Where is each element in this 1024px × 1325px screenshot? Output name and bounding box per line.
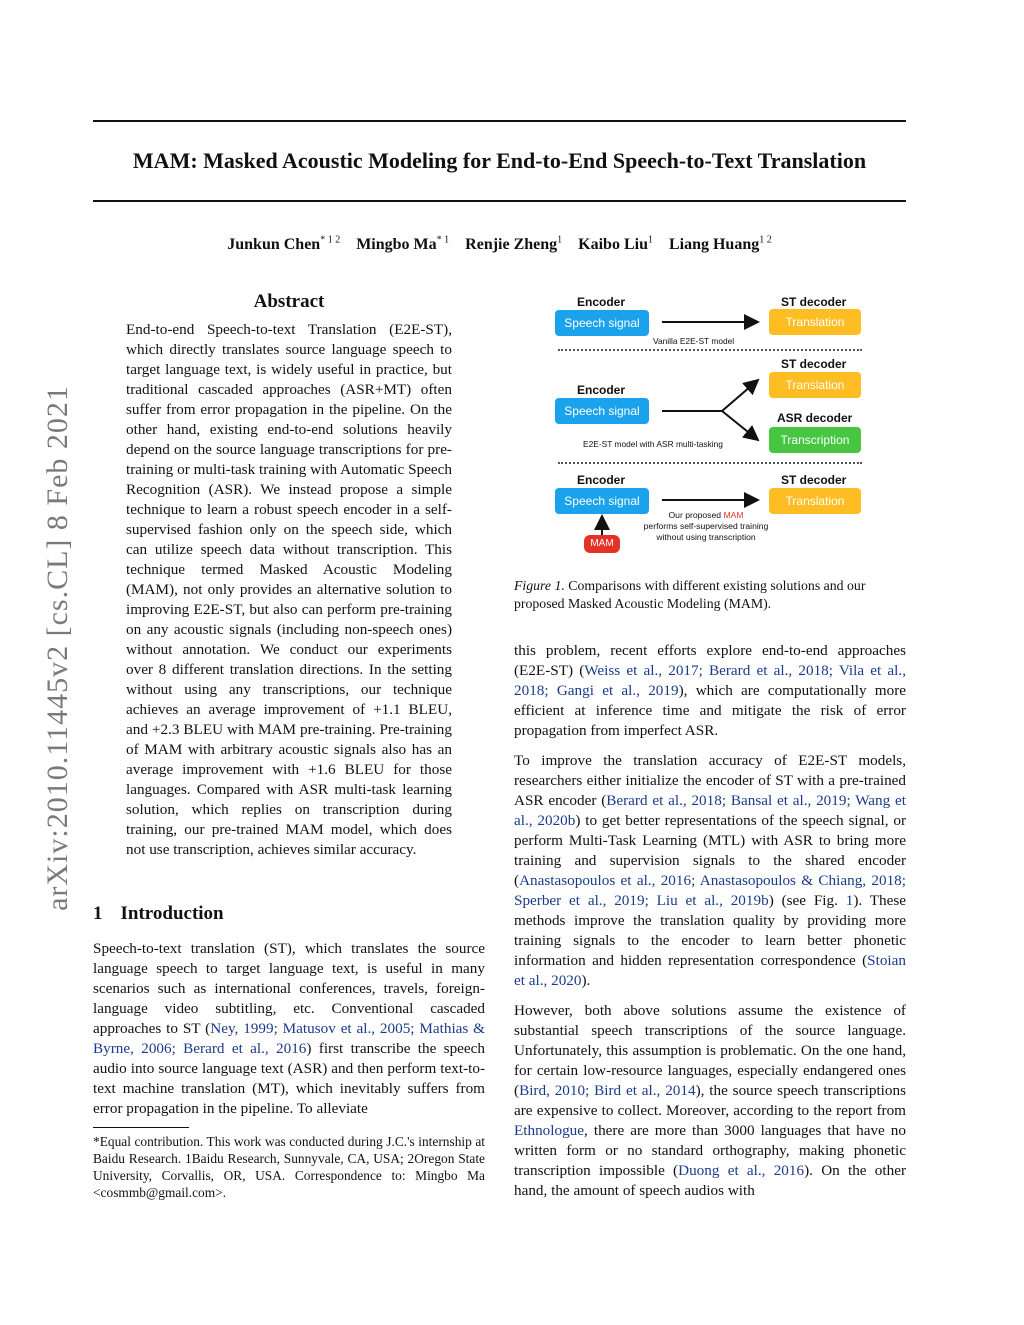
divider bbox=[558, 462, 862, 464]
author: Renjie Zheng$^1$ bbox=[465, 235, 563, 254]
paper-title: MAM: Masked Acoustic Modeling for End-to-End Speech-to-Text Translation bbox=[132, 148, 867, 173]
figure-caption: Figure 1. Comparisons with different existing solutions and our proposed Masked Acoustic Modeling (MAM). bbox=[514, 578, 866, 611]
citation-link[interactable]: Anastasopoulos et al., 2016; Anastasopoulos & Chiang, 2018; Sperber et al., 2019; Liu et al., 2019b bbox=[514, 872, 906, 909]
title-top-rule bbox=[93, 120, 906, 122]
divider bbox=[558, 349, 862, 351]
title-bottom-rule bbox=[93, 200, 906, 202]
citation-link[interactable]: Berard et al., 2018; Bansal et al., 2019; Wang et al., 2020b bbox=[514, 792, 906, 829]
st-decoder-label: ST decoder bbox=[781, 357, 847, 371]
citation-link[interactable]: Ney, 1999; Matusov et al., 2005; Mathias & Byrne, 2006; Berard et al., 2016 bbox=[93, 1020, 485, 1057]
footnote-rule bbox=[93, 1127, 189, 1128]
citation-link[interactable]: Duong et al., 2016 bbox=[678, 1162, 805, 1179]
author: Kaibo Liu$^1$ bbox=[578, 235, 653, 254]
encoder-label: Encoder bbox=[577, 383, 626, 397]
author: Liang Huang$^{1 2}$ bbox=[668, 235, 772, 254]
abstract-heading: Abstract bbox=[253, 291, 325, 312]
right-column-text: this problem, recent efforts explore end-to-end approaches (E2E-ST) (Weiss et al., 2017; Berard et al., 2018; Vila et al., 2018; Gangi et al., 2019), which are computationally more efficient at inference time and mitigate the risk of error propagation from imperfect ASR. To improve the translation accuracy of E2E-ST models, researchers either initialize the encoder of ST with a pre-trained ASR encoder (Berard et al., 2018; Bansal et al., 2019; Wang et al., 2020b) to get better representations of the speech signal, or perform Multi-Task Learning (MTL) with ASR to bring more training and supervision signals to the shared encoder (Anastasopoulos et al., 2016; Anastasopoulos & Chiang, 2018; Sperber et al., 2019; Liu et al., 2019b) (see Fig. 1). These methods improve the translation quality by providing more training signals to the encoder to learn better phonetic information and hidden representation correspondence (Stoian et al., 2020). However, both above solutions assume the existence of substantial speech transcriptions of the source language. Unfortunately, this assumption is problematic. On the one hand, for certain low-resource languages, especially endangered ones (Bird, 2010; Bird et al., 2014), the source speech transcriptions are expensive to collect. Moreover, according to the report from Ethnologue, there are more than 3000 languages that have no written form or no standard orthography, making phonetic transcription impossible (Duong et al., 2016). On the other hand, the amount of speech audios with bbox=[514, 642, 906, 1199]
intro-paragraph: Speech-to-text translation (ST), which translates the source language speech to target language text, is useful in many scenarios such as international conferences, travels, foreign-language video subtitling, etc. Conventional cascaded approaches to ST (Ney, 1999; Matusov et al., 2005; Mathias & Byrne, 2006; Berard et al., 2016) first transcribe the speech audio into source language text (ASR) and then perform text-to-text machine translation (MT), which inevitably suffers from error propagation in the pipeline. To alleviate bbox=[93, 940, 485, 1117]
st-decoder-label: ST decoder bbox=[781, 295, 847, 309]
citation-link[interactable]: Stoian et al., 2020 bbox=[514, 952, 906, 989]
arrow-to-translation bbox=[722, 380, 758, 411]
vanilla-label: Vanilla E2E-ST model bbox=[653, 336, 735, 346]
speech-signal-box: Speech signal bbox=[555, 488, 649, 514]
abstract-text: End-to-end Speech-to-text Translation (E2E-ST), which directly translates source language speech to target language text, is widely useful in practice, but traditional cascaded approaches (ASR+MT) often suffer from error propagation in the pipeline. On the other hand, existing end-to-end solutions heavily depend on the source language transcriptions for pre-training or multi-task training with Automatic Speech Recognition (ASR). We instead propose a simple technique to learn a robust speech encoder in a self-supervised fashion only on the speech side, which can utilize speech data without transcription. This technique termed Masked Acoustic Modeling (MAM), not only provides an alternative solution to improving E2E-ST, but also can perform pre-training on any acoustic signals (including non-speech ones) without annotation. We conduct our experiments over 8 different translation directions. In the setting without using any transcriptions, our technique achieves an average improvement of +1.1 BLEU, and +2.3 BLEU with MAM pre-training. Pre-training of MAM with arbitrary acoustic signals also has an average improvement with +1.6 BLEU for those languages. Compared with ASR multi-task learning solution, which replies on transcription during training, our pre-trained MAM model, which does not use transcription, achieves similar accuracy. bbox=[126, 321, 452, 858]
arxiv-watermark: arXiv:2010.11445v2 [cs.CL] 8 Feb 2021 bbox=[41, 385, 74, 911]
translation-box: Translation bbox=[769, 309, 861, 335]
multitask-label: E2E-ST model with ASR multi-tasking bbox=[583, 439, 723, 449]
speech-signal-box: Speech signal bbox=[555, 310, 649, 336]
asr-decoder-label: ASR decoder bbox=[777, 411, 853, 425]
arrow-to-transcription bbox=[722, 411, 758, 440]
figure-ref-link[interactable]: 1 bbox=[845, 892, 854, 909]
author: Junkun Chen$^{* 1 2}$ bbox=[227, 235, 341, 254]
citation-link[interactable]: Bird, 2010; Bird et al., 2014 bbox=[519, 1082, 696, 1099]
encoder-label: Encoder bbox=[577, 295, 626, 309]
st-decoder-label: ST decoder bbox=[781, 473, 847, 487]
transcription-box: Transcription bbox=[769, 427, 861, 453]
mam-box: MAM bbox=[584, 535, 620, 553]
proposed-note: Our proposed MAM performs self-supervised training without using transcription bbox=[643, 510, 769, 542]
translation-box: Translation bbox=[769, 372, 861, 398]
ethnologue-link[interactable]: Ethnologue bbox=[514, 1122, 585, 1139]
author-list bbox=[93, 235, 906, 254]
encoder-label: Encoder bbox=[577, 473, 626, 487]
author: Mingbo Ma$^{* 1}$ bbox=[356, 235, 450, 254]
speech-signal-box: Speech signal bbox=[555, 398, 649, 424]
translation-box: Translation bbox=[769, 488, 861, 514]
figure-1 bbox=[550, 292, 870, 554]
section-heading: 1 Introduction bbox=[93, 903, 224, 924]
footnote: *Equal contribution. This work was conducted during J.C.'s internship at Baidu Research. 1Baidu Research, Sunnyvale, CA, USA; 2Oregon State University, Corvallis, OR, USA. Correspondence to: Mingbo Ma <cosmmb@gmail.com>. bbox=[93, 1134, 485, 1200]
citation-link[interactable]: Weiss et al., 2017; Berard et al., 2018; Vila et al., 2018; Gangi et al., 2019 bbox=[514, 662, 906, 699]
